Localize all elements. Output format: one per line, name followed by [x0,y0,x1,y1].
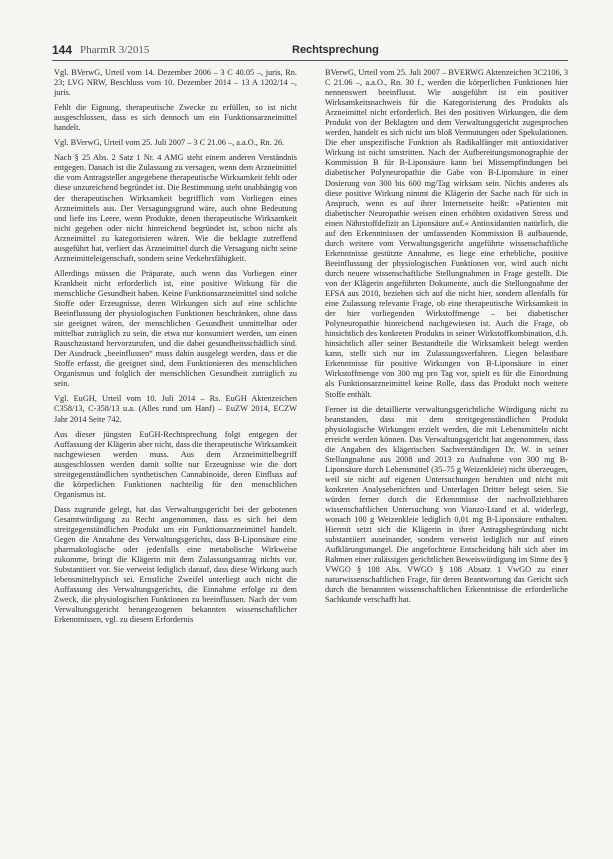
paragraph: Ferner ist die detaillierte verwaltungsgerichtliche Würdigung nicht zu beanstanden, dass mit dem streitgegenständlichen Produkt physiologische Wirkungen erzielt werden, die mit Lebensmitteln nicht erreicht werden können. Das Verwaltungsgericht hat angenommen, dass die Angaben des klägerischen Sachverständigen Dr. W. in seiner Stellungnahme aus 2008 und 2013 zu Aufnahme von 300 mg B-Liponsäure durch Lebensmittel (35–75 g Weizenkleie) nicht überzeugen, weil sie nicht auf eigenen Untersuchungen beruhten und nicht mit konkreten Analyseberichten und Unterlagen Dritter belegt seien. Sie würden ferner durch die Erkenntnisse der nachvollziehbaren wissenschaftlichen Untersuchung von Vianzo-Ltand et al. widerlegt, wonach 100 g Weizenkleie lediglich 0,01 mg B-Liponsäure enthalten. Hiermit setzt sich die Klägerin in ihrer Antragsbegründung nicht substantiiert auseinander, sondern verweist lediglich nur auf einen Aufklärungsmangel. Die angefochtene Entscheidung hält sich aber im Rahmen einer zulässigen gerichtlichen Beweiswürdigung im Sinne des § VWGO § 108 Abs. VWGO § 108 Absatz 1 VwGO zu einer naturwissenschaftlichen Frage, für deren Beantwortung das Gericht sich durch die benannten wissenschaftlichen Erkenntnisse die erforderliche Sachkunde verschafft hat. [325,404,568,605]
paragraph: Nach § 25 Abs. 2 Satz 1 Nr. 4 AMG steht einem anderen Verständnis entgegen. Danach ist die Zulassung zu versagen, wenn dem Arzneimittel die vom Antragsteller angegebene therapeutische Wirksamkeit fehlt oder diese unzureichend begründet ist. Die Bestimmung steht unabhängig von der therapeutischen Wirksamkeit begrifflich vom Vorliegen eines Arzneimittels aus. Der Versagungsgrund wäre, auch ohne Bedeutung und liefe ins Leere, wenn Produkte, denen therapeutische Wirksamkeit nicht gegeben oder nicht hinreichend begründet ist, schon nicht als Arzneimittel zu kategorisieren wären. Wie die beklagte zutreffend ausgeführt hat, verliert das Arzneimittel durch die Versagung nicht seine Arzneimitteleigenschaft, sondern seine Verkehrsfähigkeit. [54,153,297,263]
paragraph: Aus dieser jüngsten EuGH-Rechtsprechung folgt entgegen der Auffassung der Klägerin aber nicht, dass die therapeutische Wirksamkeit nachgewiesen werden muss. Aus dem Arzneimittelbegriff ausgeschlossen werden damit sollte nur Erzeugnisse wie die dort streitgegenständlichen synthetischen Cannabinoide, deren Einfluss auf die körperlichen Funktionen nachteilig für den menschlichen Organismus ist. [54,429,297,499]
paragraph: BVerwG, Urteil vom 25. Juli 2007 – BVERWG Aktenzeichen 3C2106, 3 C 21.06 –, a.a.O., Rn. 30 f., werden die körperlichen Funktionen hier nennenswert beeinflusst. Wie ausgeführt ist ein positiver Wirksamkeitsnachweis für die Kategorisierung des Produkts als Arzneimittel nicht erforderlich. Bei den positiven Wirkungen, die dem Produkt von der Beklagten und dem Verwaltungsgericht zugesprochen werden, handelt es sich nicht um bloß Vermutungen oder Spekulationen. Die eher unspezifische Funktion als Radikalfänger mit antioxidativer Wirkung ist nicht umstritten. Nach der Aufbereitungsmonographie der Kommission B für B-Liponsäure kann bei Missempfindungen bei diabetischer Polyneuropathie die Gabe von B-Liponsäure in einer Dosierung von 300 bis 600 mg/Tag wirksam sein. Nichts anderes als diese positive Wirkung nimmt die Klägerin der Sache nach für sich in Anspruch, wenn es auf ihrer Internetseite heißt: »Patienten mit diabetischer Neuropathie weisen einen erhöhten oxidativen Stress und einen Nährstoffdefizit an Liponsäure auf.« Antioxidantien natürlich, die auf den Erkenntnissen der umfassenden Kommission B aufbauende, durch weitere vom Verwaltungsgericht angeführte wissenschaftliche Erkenntnisse gestützte Annahme, es liege eine erhebliche, positive Beeinflussung der physiologischen Funktionen vor, wird auch nicht durch neuere wissenschaftliche Stellungnahmen in Frage gestellt. Die von der Klägerin angeführten Dokumente, auch die Stellungnahme der EFSA aus 2010, beziehen sich auf die nicht hier, sondern allenfalls für eine Zulassung relevante Frage, ob eine therapeutische Wirksamkeit in der hier vorliegenden Wirkstoffmenge – bei diabetischer Polyneuropathie hinreichend nachgewiesen ist. Auch die Frage, ob hinsichtlich des konkreten Produkts in seiner Wirkstoffkombination, d.h. hinsichtlich aller seiner Bestandteile die Wirksamkeit belegt werden kann, stellt sich nur im Zulassungsverfahren. Liegen belastbare Erkenntnisse für positive Wirkungen von B-Liponsäure in einer Wirkstoffmenge von 300 mg pro Tag vor, spielt es für die Einordnung als Funktionsarzneimittel keine Rolle, dass das Produkt noch weitere Stoffe enthält. [325,68,568,399]
section-title: Rechtsprechung [292,44,379,56]
journal-reference: PharmR 3/2015 [80,44,150,56]
page-number: 144 [52,43,73,57]
page-header [52,40,568,62]
paragraph: Vgl. BVerwG, Urteil vom 14. Dezember 2006 – 3 C 40.05 –, juris, Rn. 23; LVG NRW, Beschluss vom 10. Dezember 2014 – 13 A 1202/14 –, juris. [54,68,297,98]
paragraph: Vgl. EuGH, Urteil vom 10. Juli 2014 – Rs. EuGH Aktenzeichen C358/13, C-358/13 u.a. (Alles rund um Hanf) – EuZW 2014, ECZW Jahr 2014 Seite 742. [54,394,297,424]
header-rule [52,60,568,61]
paragraph: Vgl. BVerwG, Urteil vom 25. Juli 2007 – 3 C 21.06 –, a.a.O., Rn. 26. [54,138,285,148]
paragraph: Fehlt die Eignung, therapeutische Zwecke zu erfüllen, so ist nicht ausgeschlossen, dass es sich dennoch um ein Funktionsarzneimittel handelt. [54,103,297,133]
right-column [325,68,568,610]
paragraph: Dass zugrunde gelegt, hat das Verwaltungsgericht bei der gebotenen Gesamtwürdigung zu Recht angenommen, dass es sich bei dem streitgegenständlichen Produkt um ein Funktionsarzneimittel handelt. Gegen die Annahme des Verwaltungsgerichts, dass B-Liponsäure eine pharmakologische oder jedenfalls eine metabolische Wirkweise zukomme, bringt die Klägerin mit dem Zulassungsantrag nichts vor. Substantiiert vor. Sie verweist lediglich darauf, dass diese Wirkung auch lebensmitteltypisch sei. Ernstliche Zweifel unterliegt auch nicht die Auffassung des Verwaltungsgerichts, die Einnahme erfolge zu dem Zweck, die physiologischen Funktionen zu beeinflussen. Nach der vom Verwaltungsgericht herangezogenen bekannten wissenschaftlicher Erkenntnissen, vgl. zu diesem Erfordernis [54,504,297,625]
left-column [54,68,297,630]
paragraph: Allerdings müssen die Präparate, auch wenn das Vorliegen einer Krankheit nicht erforderlich ist, eine positive Wirkung für die menschliche Gesundheit haben. Keine Funktionsarzneimittel sind solche Stoffe oder Erzeugnisse, deren Wirkungen sich auf eine schlichte Beeinflussung der physiologischen Funktionen beschränken, ohne dass sie geeignet wären, der menschlichen Gesundheit unmittelbar oder mittelbar zuträglich zu sein, die etwa nur konsumiert werden, um einen Rauschzustand hervorzurufen, und die dabei gesundheitsschädlich sind. Der Ausdruck „beeinflussen“ muss dahin ausgelegt werden, dass er die Stoffe erfasst, die geeignet sind, dem Funktionieren des menschlichen Organismus und folglich der menschlichen Gesundheit zuträglich zu sein. [54,268,297,389]
